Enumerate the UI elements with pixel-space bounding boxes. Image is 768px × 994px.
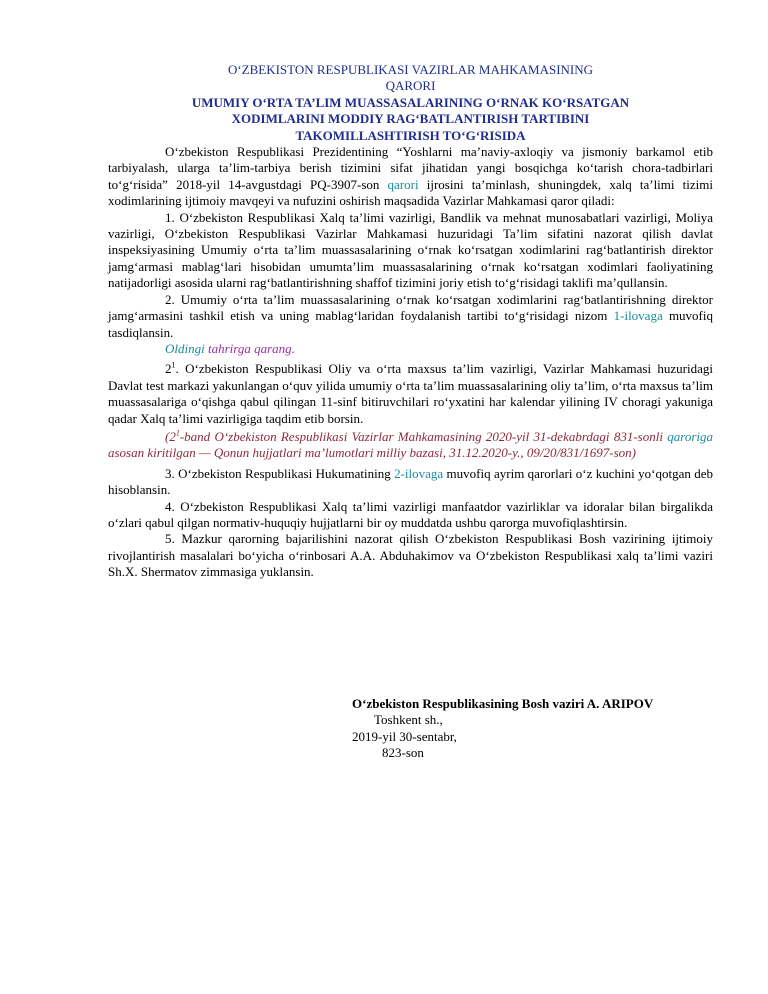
item-2-1-number: 2 bbox=[165, 361, 172, 377]
item-3-paragraph bbox=[108, 466, 713, 499]
item-2-text: 2. Umumiy o‘rta ta’lim muassasalarining o‘rnak ko‘rsatgan xodimlarini rag‘batlantirishning direktor jamg‘armasini tashkil etish va uning mablag‘laridan foydalanish tartibi to‘g‘risidagi nizom bbox=[108, 291, 713, 324]
item-2-paragraph bbox=[108, 292, 713, 341]
previous-edition-ref bbox=[165, 341, 713, 357]
note-superscript: 1 bbox=[175, 428, 180, 438]
note-text: -band O‘zbekiston Respublikasi Vazirlar Mahkamasining 2020-yil 31-dekabrdagi 831-sonli bbox=[179, 428, 668, 444]
document-body bbox=[108, 62, 713, 581]
item-2-1-paragraph bbox=[108, 361, 713, 427]
preamble-text-end: ijrosini ta’minlash, shuningdek, xalq ta’limi tizimi xodimlarining ijtimoiy mavqeyi va nufuzini oshirish maqsadida Vazirlar Mahkamasi qaror qiladi: bbox=[108, 176, 713, 209]
item-2-text-end: muvofiq tasdiqlansin. bbox=[108, 308, 714, 340]
note-open: (2 bbox=[165, 428, 176, 444]
signatory-name: O‘zbekiston Respublikasining Bosh vaziri A. ARIPOV bbox=[352, 696, 654, 711]
item-2-1-text: . O‘zbekiston Respublikasi Oliy va o‘rta maxsus ta’lim vazirligi, Vazirlar Mahkamasi huzuridagi Davlat test markazi yakunlangan o‘quv yilida umumiy o‘rta ta’lim muassasalarining oliy ta’lim, o‘rta maxsus ta’lim muassasalariga o‘qishga qabul qilingan 11-sinf bitiruvchilari ro‘yxatini har kalendar yilining IV choragi yakuniga qadar Xalq ta’limi vazirligiga taqdim etib borsin. bbox=[108, 361, 713, 426]
qarori-link[interactable]: qarori bbox=[387, 176, 419, 192]
header-line-2: QARORI bbox=[385, 78, 436, 94]
item-1-paragraph: 1. O‘zbekiston Respublikasi Xalq ta’limi vazirligi, Bandlik va mehnat munosabatlari vazirligi, Moliya vazirligi, O‘zbekiston Respublikasi Vazirlar Mahkamasi huzuridagi Ta’lim sifatini nazorat qilish davlat inspeksiyasining Umumiy o‘rta ta’lim muassasalarining o‘rnak ko‘rsatgan xodimlarini rag‘batlantirish direktor jamg‘armasi mablag‘lari hisobidan umumta’lim muassasalarining o‘rnak ko‘rsatgan xodimlari faoliyatining natijadorligi asosida ularni rag‘batlantirishning shaffof tizimini joriy etish to‘g‘risidagi taklifi ma’qullansin. bbox=[108, 209, 713, 291]
previous-edition-link[interactable]: Oldingi bbox=[165, 340, 205, 356]
preamble-text: O‘zbekiston Respublikasi Prezidentining “Yoshlarni ma’naviy-axloqiy va jismoniy barkamol etib tarbiyalash, ularga ta’lim-tarbiya berish tizimini sifat jihatidan yangi bosqichga ko‘tarish chora-tadbirlari to‘g‘risida” 2018-yil 14-avgustdagi PQ-3907-son bbox=[108, 144, 713, 192]
title-line-2: XODIMLARINI MODDIY RAG‘BATLANTIRISH TARTIBINI bbox=[231, 111, 590, 127]
preamble-paragraph bbox=[108, 144, 713, 210]
note-text-end: asosan kiritilgan — Qonun hujjatlari ma’lumotlari milliy bazasi, 31.12.2020-y., 09/20/831/1697-son) bbox=[108, 445, 636, 461]
ilova-2-link[interactable]: 2-ilovaga bbox=[394, 465, 444, 481]
signing-city: Toshkent sh., bbox=[374, 712, 443, 728]
item-4-paragraph: 4. O‘zbekiston Respublikasi Xalq ta’limi vazirligi manfaatdor vazirliklar va idoralar bilan birgalikda o‘zlari qabul qilgan normativ-huquqiy hujjatlarni bir oy muddatda ushbu qarorga muvofiqlashtirsin. bbox=[108, 498, 713, 530]
item-3-text-end: muvofiq ayrim qarorlari o‘z kuchini yo‘qotgan deb hisoblansin. bbox=[108, 465, 714, 498]
previous-edition-text[interactable]: tahrirga qarang. bbox=[204, 340, 295, 356]
header-line-1: O‘ZBEKISTON RESPUBLIKASI VAZIRLAR MAHKAMASINING bbox=[227, 62, 594, 77]
item-5-paragraph: 5. Mazkur qarorning bajarilishini nazorat qilish O‘zbekiston Respublikasi Bosh vazirining ijtimoiy rivojlantirish masalalari bo‘yicha o‘rinbosari A.A. Abduhakimov va O‘zbekiston Respublikasi xalq ta’limi vaziri Sh.X. Shermatov zimmasiga yuklansin. bbox=[108, 531, 713, 580]
amendment-note bbox=[108, 429, 713, 462]
signature-block bbox=[352, 696, 653, 762]
decree-number: 823-son bbox=[382, 745, 424, 761]
title-line-1: UMUMIY O‘RTA TA’LIM MUASSASALARINING O‘RNAK KO‘RSATGAN bbox=[191, 94, 630, 110]
item-3-text: 3. O‘zbekiston Respublikasi Hukumatining bbox=[165, 465, 395, 481]
signing-date: 2019-yil 30-sentabr, bbox=[352, 728, 457, 744]
item-2-1-superscript: 1 bbox=[171, 360, 176, 370]
qaroriga-link[interactable]: qaroriga bbox=[667, 428, 713, 444]
ilova-1-link[interactable]: 1-ilovaga bbox=[613, 308, 663, 324]
title-line-3: TAKOMILLASHTIRISH TO‘G‘RISIDA bbox=[295, 127, 526, 143]
